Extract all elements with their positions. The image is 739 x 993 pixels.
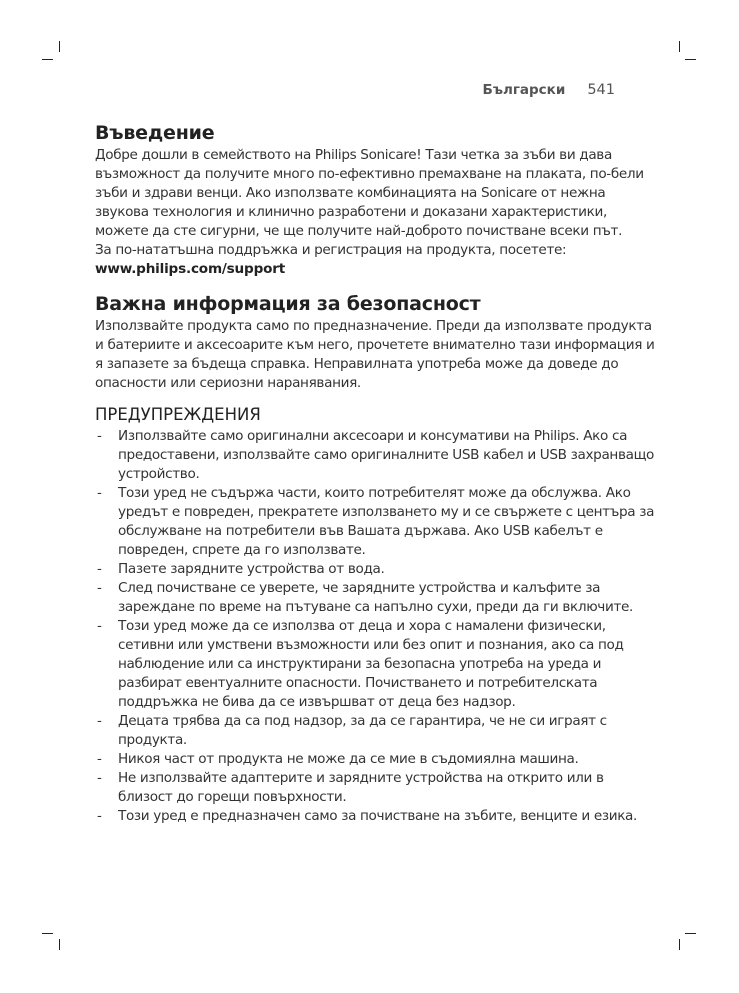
crop-mark-bottom-right-vertical (679, 939, 680, 950)
support-link[interactable]: www.philips.com/support (95, 261, 286, 277)
bullet-dash: - (97, 808, 102, 824)
warning-item: - Използвайте само оригинални аксесоари и консумативи на Philips. Ако са предоставени, използвайте само оригиналните USB кабел и USB захранващо устройство. (97, 428, 655, 482)
warning-item: - Никоя част от продукта не може да се мие в съдомиялна машина. (97, 751, 579, 767)
crop-mark-bottom-left-vertical (59, 939, 60, 950)
intro-paragraph: Добре дошли в семейството на Philips Sonicare! Тази четка за зъби ви дава възможност да получите много по-ефективно премахване на плаката, по-бели зъби и здрави венци. Ако използвате комбинацията на Sonicare от нежна звукова технология и клинично разработени и доказани характеристики, можете да сте сигурни, че ще получите най-доброто почистване всеки път. (95, 147, 644, 239)
bullet-dash: - (97, 561, 102, 577)
crop-mark-top-right-horizontal (685, 59, 696, 60)
crop-mark-top-left-horizontal (42, 59, 53, 60)
warning-item: - След почистване се уверете, че зарядните устройства и калъфите за зареждане по време на пътуване са напълно сухи, преди да ги включите. (97, 580, 634, 615)
warning-item: - Този уред е предназначен само за почистване на зъбите, венците и езика. (97, 808, 638, 824)
warnings-list (95, 427, 655, 826)
warning-item: - Пазете зарядните устройства от вода. (97, 561, 385, 577)
safety-paragraph: Използвайте продукта само по предназначение. Преди да използвате продукта и батериите и аксесоарите към него, прочетете внимателно тази информация и я запазете за бъдеща справка. Неправилната употреба може да доведе до опасности или сериозни наранявания. (95, 318, 655, 391)
warnings-heading: ПРЕДУПРЕЖДЕНИЯ (95, 405, 261, 424)
bullet-dash: - (97, 618, 102, 634)
crop-mark-top-right-vertical (679, 41, 680, 52)
crop-mark-top-left-vertical (59, 41, 60, 52)
safety-section (95, 291, 655, 826)
bullet-dash: - (97, 580, 102, 596)
running-header (483, 82, 615, 98)
crop-mark-bottom-right-horizontal (685, 933, 696, 934)
bullet-dash: - (97, 751, 102, 767)
warning-item: - Не използвайте адаптерите и зарядните устройства на открито или в близост до горещи повърхности. (97, 770, 604, 805)
language-label: Български (482, 82, 566, 98)
warning-item: - Този уред може да се използва от деца и хора с намалени физически, сетивни или умствени възможности или без опит и познания, ако са под наблюдение или са инструктирани за безопасна употреба на уреда и разбират евентуалните опасности. Почистването и потребителската поддръжка не бива да се извършват от деца без надзор. (97, 618, 624, 710)
intro-section (95, 120, 655, 279)
bullet-dash: - (97, 713, 102, 729)
support-text: За по-нататъшна поддръжка и регистрация на продукта, посетете: (95, 242, 567, 258)
page-content (95, 120, 655, 826)
warning-item: - Децата трябва да са под надзор, за да се гарантира, че не си играят с продукта. (97, 713, 607, 748)
bullet-dash: - (97, 485, 102, 501)
page-number: 541 (587, 82, 615, 98)
intro-heading: Въведение (95, 122, 215, 144)
warning-item: - Този уред не съдържа части, които потребителят може да обслужва. Ако уредът е повреден, прекратете използването му и се свържете с центъра за обслужване на потребители във Вашата държава. Ако USB кабелът е повреден, спрете да го използвате. (97, 485, 655, 558)
bullet-dash: - (97, 770, 102, 786)
safety-heading: Важна информация за безопасност (95, 293, 481, 315)
bullet-dash: - (97, 428, 102, 444)
crop-mark-bottom-left-horizontal (42, 933, 53, 934)
